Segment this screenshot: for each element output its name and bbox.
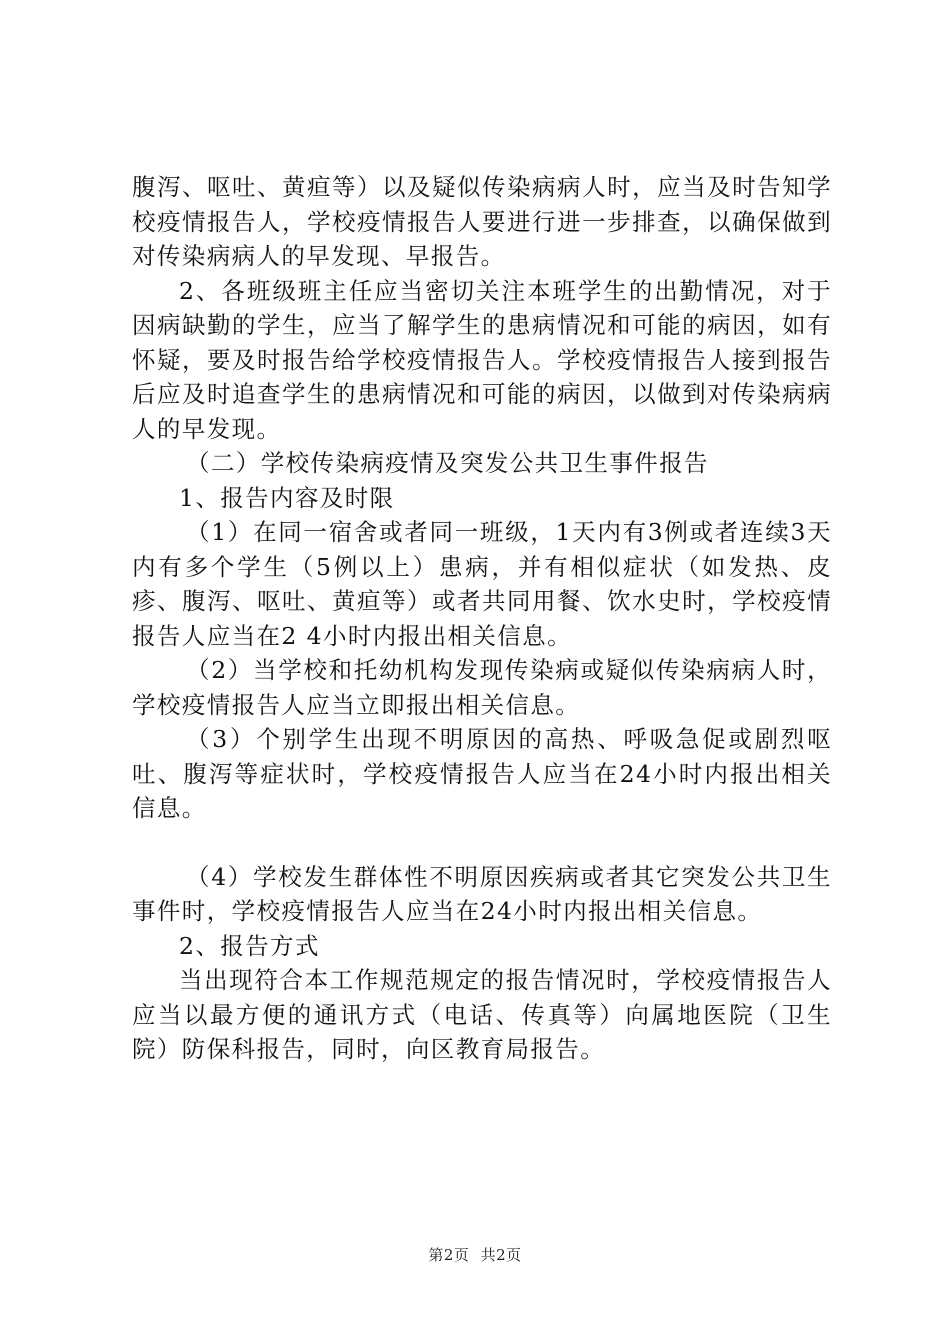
subsection-heading-report-method: 2、报告方式 [179, 931, 320, 960]
paragraph-item-1-1: （1）在同一宿舍或者同一班级，1天内有3例或者连续3天内有多个学生（5例以上）患病，并有相似症状（如发热、皮疹、腹泻、呕吐、黄疸等）或者共同用餐、饮水史时，学校疫情报告人应当在2 4小时内报出相关信息。 [132, 518, 832, 650]
document-body [132, 170, 832, 1067]
page-total: 共2页 [480, 1246, 522, 1264]
paragraph-item-1-2: （2）当学校和托幼机构发现传染病或疑似传染病病人时，学校疫情报告人应当立即报出相关信息。 [132, 656, 832, 719]
subsection-heading-report-content: 1、报告内容及时限 [179, 483, 395, 512]
paragraph-item-2: 2、各班级班主任应当密切关注本班学生的出勤情况，对于因病缺勤的学生，应当了解学生的患病情况和可能的病因，如有怀疑，要及时报告给学校疫情报告人。学校疫情报告人接到报告后应及时追查学生的患病情况和可能的病因，以做到对传染病病人的早发现。 [132, 276, 832, 443]
paragraph-item-1-3: （3）个别学生出现不明原因的高热、呼吸急促或剧烈呕吐、腹泻等症状时，学校疫情报告人应当在24小时内报出相关信息。 [132, 725, 832, 822]
paragraph-item-1-4: （4）学校发生群体性不明原因疾病或者其它突发公共卫生事件时，学校疫情报告人应当在24小时内报出相关信息。 [132, 862, 832, 925]
paragraph-report-method: 当出现符合本工作规范规定的报告情况时，学校疫情报告人应当以最方便的通讯方式（电话、传真等）向属地医院（卫生院）防保科报告，同时，向区教育局报告。 [132, 966, 832, 1063]
page-number: 第2页 [428, 1246, 470, 1264]
section-heading-2: （二）学校传染病疫情及突发公共卫生事件报告 [186, 449, 709, 477]
paragraph-continuation: 腹泻、呕吐、黄疸等）以及疑似传染病病人时，应当及时告知学校疫情报告人，学校疫情报告人要进行进一步排查，以确保做到对传染病病人的早发现、早报告。 [132, 173, 832, 270]
page-footer [0, 1244, 950, 1265]
